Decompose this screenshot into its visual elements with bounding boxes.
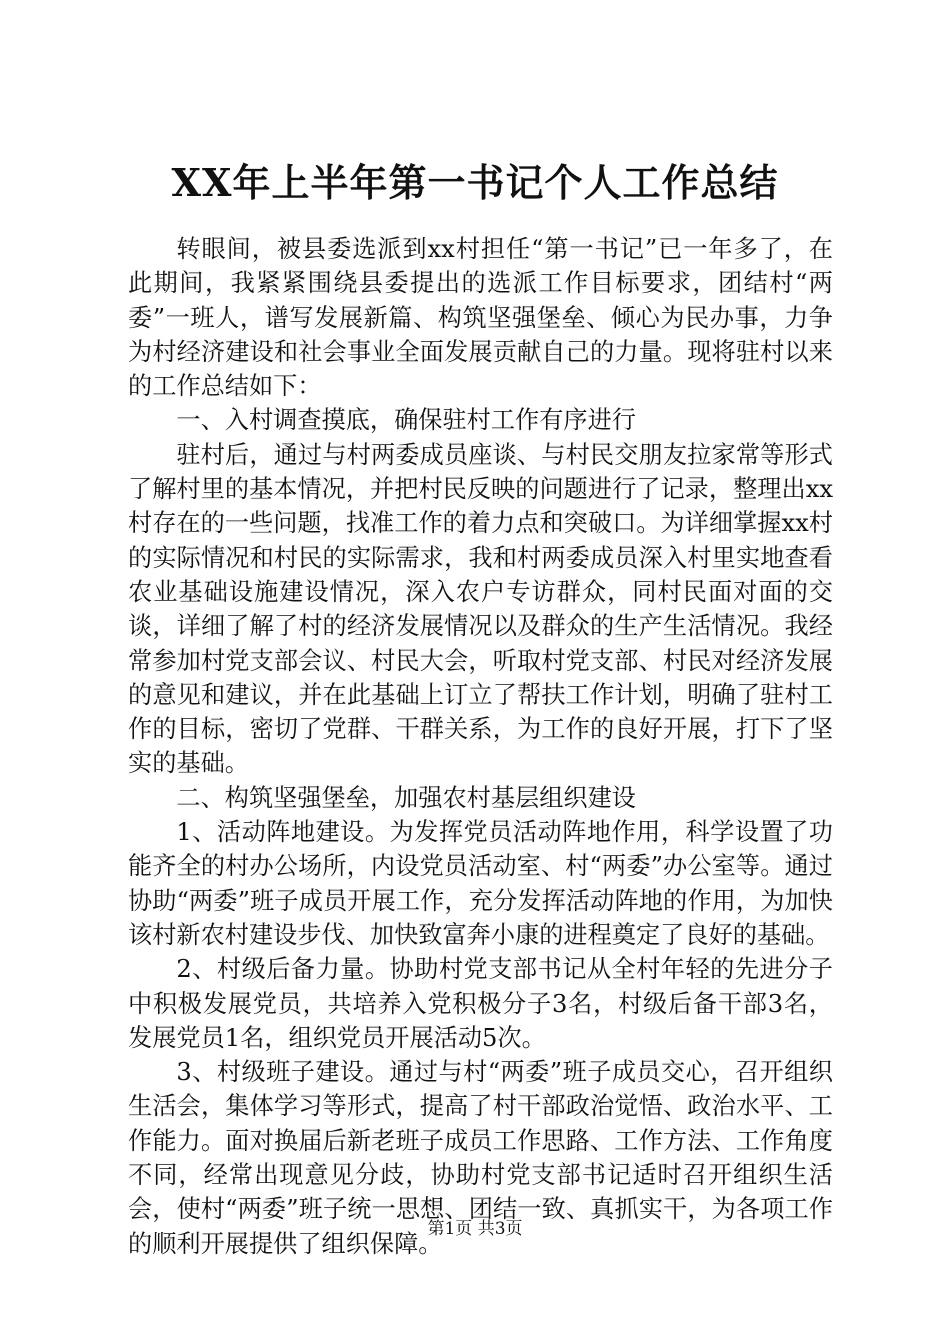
section-heading-2: 二、构筑坚强堡垒，加强农村基层组织建设 (176, 783, 636, 812)
paragraph-section-1: 驻村后，通过与村两委成员座谈、与村民交朋友拉家常等形式了解村里的基本情况，并把村民反映的问题进行了记录，整理出xx村存在的一些问题，找准工作的着力点和突破口。为详细掌握xx村的实际情况和村民的实际需求，我和村两委成员深入村里实地查看农业基础设施建设情况，深入农户专访群众，同村民面对面的交谈，详细了解了村的经济发展情况以及群众的生产生活情况。我经常参加村党支部会议、村民大会，听取村党支部、村民对经济发展的意见和建议，并在此基础上订立了帮扶工作计划，明确了驻村工作的目标，密切了党群、干群关系，为工作的良好开展，打下了坚实的基础。 (128, 440, 833, 778)
section-heading-1: 一、入村调查摸底，确保驻村工作有序进行 (176, 406, 636, 435)
paragraph-item-2: 2、村级后备力量。协助村党支部书记从全村年轻的先进分子中积极发展党员，共培养入党积极分子3名，村级后备干部3名，发展党员1名，组织党员开展活动5次。 (128, 955, 833, 1052)
document-title: XX年上半年第一书记个人工作总结 (171, 160, 779, 205)
paragraph-intro: 转眼间，被县委选派到xx村担任“第一书记”已一年多了，在此期间，我紧紧围绕县委提出的选派工作目标要求，团结村“两委”一班人，谱写发展新篇、构筑坚强堡垒、倾心为民办事，力争为村经济建设和社会事业全面发展贡献自己的力量。现将驻村以来的工作总结如下： (128, 235, 833, 401)
paragraph-item-1: 1、活动阵地建设。为发挥党员活动阵地作用，科学设置了功能齐全的村办公场所，内设党员活动室、村“两委”办公室等。通过协助“两委”班子成员开展工作，充分发挥活动阵地的作用，为加快该村新农村建设步伐、加快致富奔小康的进程奠定了良好的基础。 (128, 818, 833, 949)
document-body (128, 232, 833, 1261)
page-number-footer: 第1页 共3页 (427, 1219, 523, 1239)
paragraph-item-3: 3、村级班子建设。通过与村“两委”班子成员交心，召开组织生活会，集体学习等形式，提高了村干部政治觉悟、政治水平、工作能力。面对换届后新老班子成员工作思路、工作方法、工作角度不同，经常出现意见分歧，协助村党支部书记适时召开组织生活会，使村“两委”班子统一思想、团结一致、真抓实干，为各项工作的顺利开展提供了组织保障。 (128, 1058, 833, 1258)
